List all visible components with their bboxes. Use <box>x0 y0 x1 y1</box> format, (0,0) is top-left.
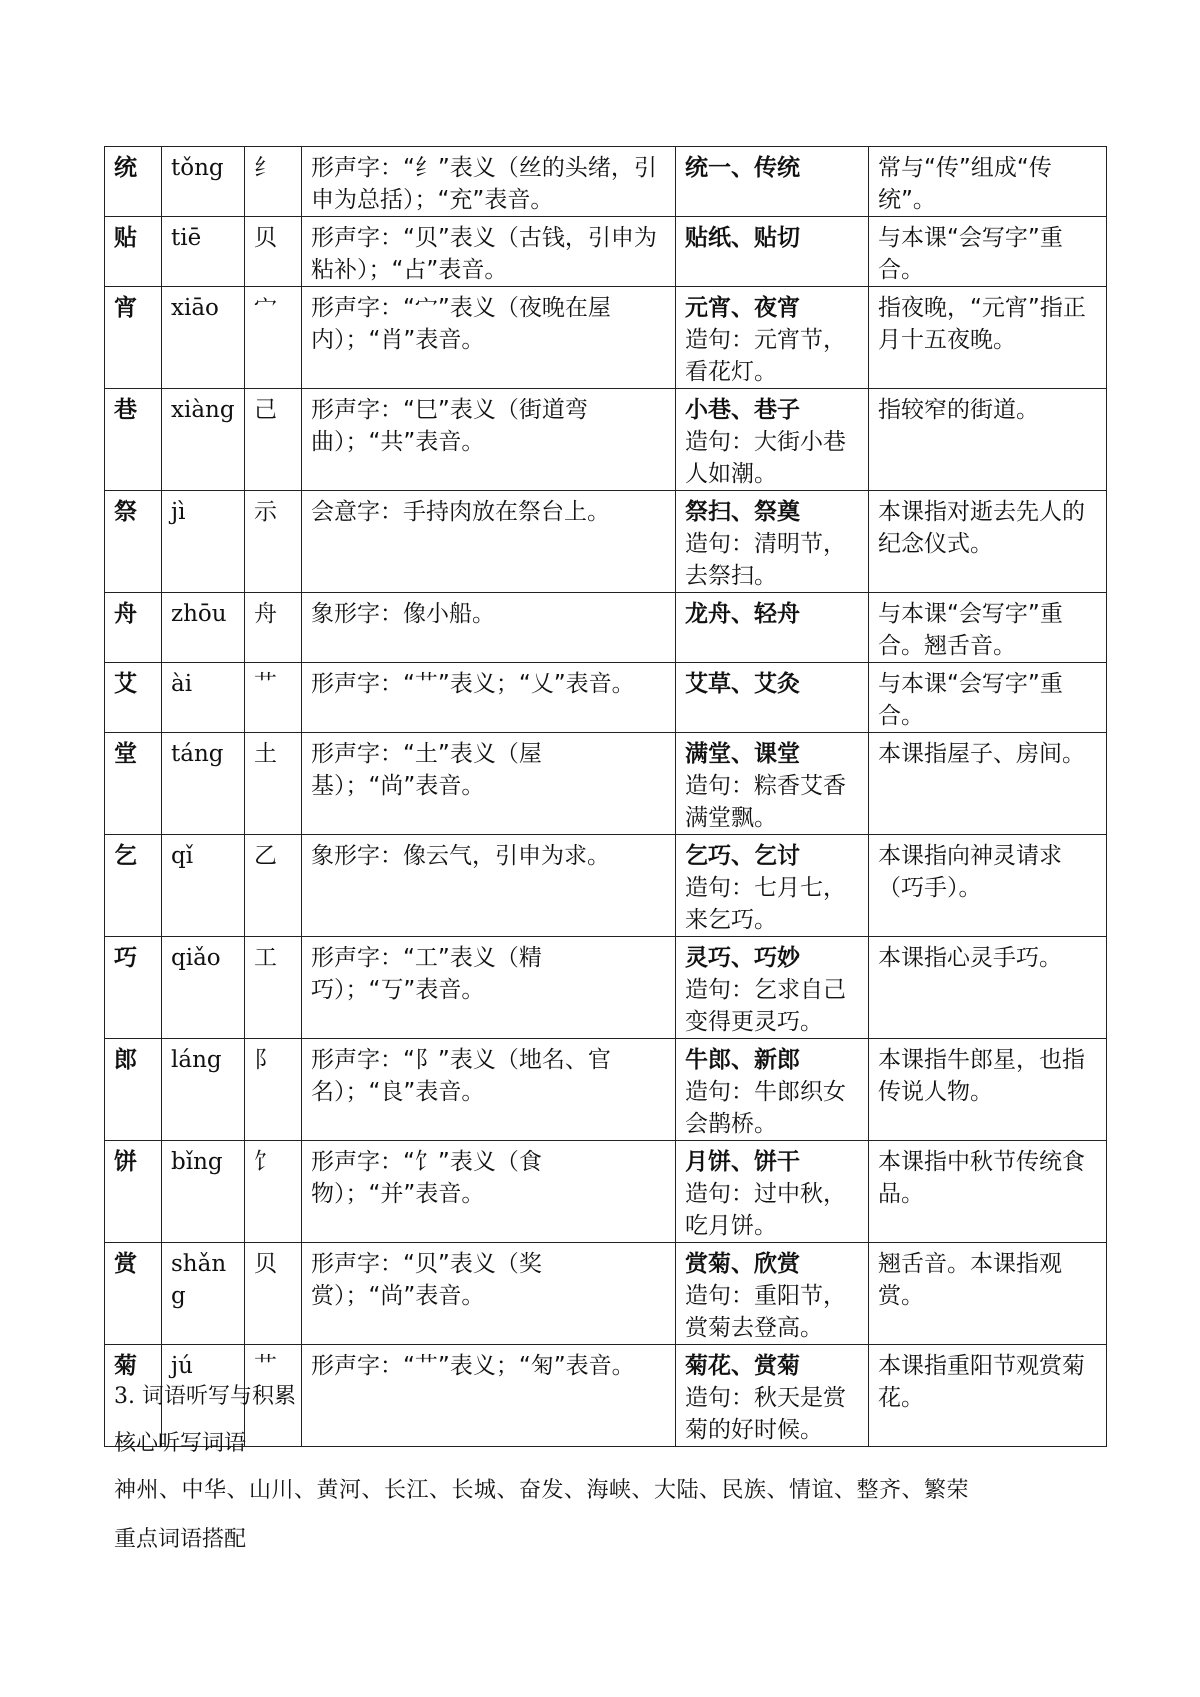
word-pairs: 菊花、赏菊 <box>685 1353 800 1379</box>
table-row <box>105 287 1107 389</box>
example-sentence: 造句：重阳节，赏菊去登高。 <box>685 1283 846 1341</box>
words-cell <box>676 217 869 287</box>
words-cell <box>676 937 869 1039</box>
pinyin-cell: zhōu <box>162 593 245 663</box>
pinyin-cell: ài <box>162 663 245 733</box>
example-sentence: 造句：七月七，来乞巧。 <box>685 875 846 933</box>
table-row <box>105 663 1107 733</box>
example-sentence: 造句：元宵节，看花灯。 <box>685 327 846 385</box>
word-pairs: 牛郎、新郎 <box>685 1047 800 1073</box>
word-pairs: 艾草、艾灸 <box>685 671 800 697</box>
char-cell: 统 <box>105 147 162 217</box>
words-cell <box>676 1243 869 1345</box>
radical-cell: 饣 <box>245 1141 302 1243</box>
pinyin-cell: qǐ <box>162 835 245 937</box>
note-cell: 本课指重阳节观赏菊花。 <box>869 1345 1107 1447</box>
structure-cell: 形声字：“艹”表义；“乂”表音。 <box>302 663 676 733</box>
char-cell: 巧 <box>105 937 162 1039</box>
note-cell: 与本课“会写字”重合。 <box>869 217 1107 287</box>
char-cell: 巷 <box>105 389 162 491</box>
structure-cell: 形声字：“贝”表义（奖赏）；“尚”表音。 <box>302 1243 676 1345</box>
collocation-title: 重点词语搭配 <box>114 1527 247 1552</box>
note-cell: 与本课“会写字”重合。翘舌音。 <box>869 593 1107 663</box>
table-row <box>105 835 1107 937</box>
words-cell <box>676 1039 869 1141</box>
structure-cell: 形声字：“土”表义（屋基）；“尚”表音。 <box>302 733 676 835</box>
radical-cell: 乙 <box>245 835 302 937</box>
words-cell <box>676 389 869 491</box>
pinyin-cell: xiàng <box>162 389 245 491</box>
note-cell: 常与“传”组成“传统”。 <box>869 147 1107 217</box>
note-cell: 指夜晚，“元宵”指正月十五夜晚。 <box>869 287 1107 389</box>
character-table-body <box>105 147 1107 1447</box>
word-pairs: 统一、传统 <box>685 155 800 181</box>
structure-cell: 会意字：手持肉放在祭台上。 <box>302 491 676 593</box>
word-pairs: 祭扫、祭奠 <box>685 499 800 525</box>
radical-cell: 示 <box>245 491 302 593</box>
words-cell <box>676 147 869 217</box>
pinyin-cell: qiǎo <box>162 937 245 1039</box>
section-heading: 3. 词语听写与积累 <box>114 1384 296 1409</box>
example-sentence: 造句：过中秋，吃月饼。 <box>685 1181 846 1239</box>
pinyin-cell: tǒng <box>162 147 245 217</box>
note-cell: 本课指心灵手巧。 <box>869 937 1107 1039</box>
char-cell: 贴 <box>105 217 162 287</box>
char-cell: 乞 <box>105 835 162 937</box>
words-cell <box>676 287 869 389</box>
word-pairs: 赏菊、欣赏 <box>685 1251 800 1277</box>
structure-cell: 象形字：像小船。 <box>302 593 676 663</box>
note-cell: 翘舌音。本课指观赏。 <box>869 1243 1107 1345</box>
structure-cell: 形声字：“巳”表义（街道弯曲）；“共”表音。 <box>302 389 676 491</box>
words-cell <box>676 491 869 593</box>
char-cell: 菊 <box>105 1345 162 1447</box>
table-row <box>105 1141 1107 1243</box>
radical-cell: 土 <box>245 733 302 835</box>
table-row <box>105 1243 1107 1345</box>
table-row <box>105 733 1107 835</box>
words-cell <box>676 1141 869 1243</box>
table-row <box>105 491 1107 593</box>
example-sentence: 造句：大街小巷人如潮。 <box>685 429 846 487</box>
words-cell <box>676 593 869 663</box>
radical-cell: 阝 <box>245 1039 302 1141</box>
example-sentence: 造句：牛郎织女会鹊桥。 <box>685 1079 846 1137</box>
example-sentence: 造句：粽香艾香满堂飘。 <box>685 773 846 831</box>
structure-cell: 形声字：“艹”表义；“匊”表音。 <box>302 1345 676 1447</box>
radical-cell: 贝 <box>245 217 302 287</box>
example-sentence: 造句：秋天是赏菊的好时候。 <box>685 1385 846 1443</box>
char-cell: 堂 <box>105 733 162 835</box>
char-cell: 祭 <box>105 491 162 593</box>
example-sentence: 造句：清明节，去祭扫。 <box>685 531 846 589</box>
radical-cell: 舟 <box>245 593 302 663</box>
structure-cell: 形声字：“纟”表义（丝的头绪，引申为总括）；“充”表音。 <box>302 147 676 217</box>
word-pairs: 元宵、夜宵 <box>685 295 800 321</box>
pinyin-cell: táng <box>162 733 245 835</box>
radical-cell: 工 <box>245 937 302 1039</box>
char-cell: 郎 <box>105 1039 162 1141</box>
note-cell: 本课指对逝去先人的纪念仪式。 <box>869 491 1107 593</box>
core-dictation-words: 神州、中华、山川、黄河、长江、长城、奋发、海峡、大陆、民族、情谊、整齐、繁荣 <box>114 1478 970 1503</box>
structure-cell: 形声字：“工”表义（精巧）；“丂”表音。 <box>302 937 676 1039</box>
radical-cell: 艹 <box>245 1345 302 1447</box>
table-row <box>105 389 1107 491</box>
character-table <box>104 146 1107 1447</box>
core-dictation-title: 核心听写词语 <box>114 1431 247 1456</box>
radical-cell: 艹 <box>245 663 302 733</box>
note-cell: 与本课“会写字”重合。 <box>869 663 1107 733</box>
structure-cell: 象形字：像云气，引申为求。 <box>302 835 676 937</box>
word-pairs: 灵巧、巧妙 <box>685 945 800 971</box>
structure-cell: 形声字：“饣”表义（食物）；“并”表音。 <box>302 1141 676 1243</box>
word-pairs: 龙舟、轻舟 <box>685 601 800 627</box>
note-cell: 本课指屋子、房间。 <box>869 733 1107 835</box>
radical-cell: 纟 <box>245 147 302 217</box>
note-cell: 本课指中秋节传统食品。 <box>869 1141 1107 1243</box>
pinyin-cell: tiē <box>162 217 245 287</box>
pinyin-cell: jú <box>162 1345 245 1447</box>
char-cell: 宵 <box>105 287 162 389</box>
table-row <box>105 937 1107 1039</box>
structure-cell: 形声字：“贝”表义（古钱，引申为粘补）；“占”表音。 <box>302 217 676 287</box>
char-cell: 饼 <box>105 1141 162 1243</box>
radical-cell: 宀 <box>245 287 302 389</box>
note-cell: 本课指牛郎星，也指传说人物。 <box>869 1039 1107 1141</box>
table-row <box>105 1039 1107 1141</box>
word-pairs: 贴纸、贴切 <box>685 225 800 251</box>
words-cell <box>676 835 869 937</box>
char-cell: 赏 <box>105 1243 162 1345</box>
pinyin-cell: láng <box>162 1039 245 1141</box>
words-cell <box>676 733 869 835</box>
word-pairs: 小巷、巷子 <box>685 397 800 423</box>
pinyin-cell: bǐng <box>162 1141 245 1243</box>
structure-cell: 形声字：“阝”表义（地名、官名）；“良”表音。 <box>302 1039 676 1141</box>
char-cell: 舟 <box>105 593 162 663</box>
table-row <box>105 593 1107 663</box>
word-pairs: 月饼、饼干 <box>685 1149 800 1175</box>
radical-cell: 贝 <box>245 1243 302 1345</box>
pinyin-cell: shǎng <box>162 1243 245 1345</box>
word-pairs: 乞巧、乞讨 <box>685 843 800 869</box>
table-row <box>105 217 1107 287</box>
note-cell: 本课指向神灵请求（巧手）。 <box>869 835 1107 937</box>
pinyin-cell: jì <box>162 491 245 593</box>
structure-cell: 形声字：“宀”表义（夜晚在屋内）；“肖”表音。 <box>302 287 676 389</box>
word-pairs: 满堂、课堂 <box>685 741 800 767</box>
example-sentence: 造句：乞求自己变得更灵巧。 <box>685 977 846 1035</box>
radical-cell: 己 <box>245 389 302 491</box>
words-cell <box>676 663 869 733</box>
table-row <box>105 147 1107 217</box>
note-cell: 指较窄的街道。 <box>869 389 1107 491</box>
char-cell: 艾 <box>105 663 162 733</box>
words-cell <box>676 1345 869 1447</box>
pinyin-cell: xiāo <box>162 287 245 389</box>
